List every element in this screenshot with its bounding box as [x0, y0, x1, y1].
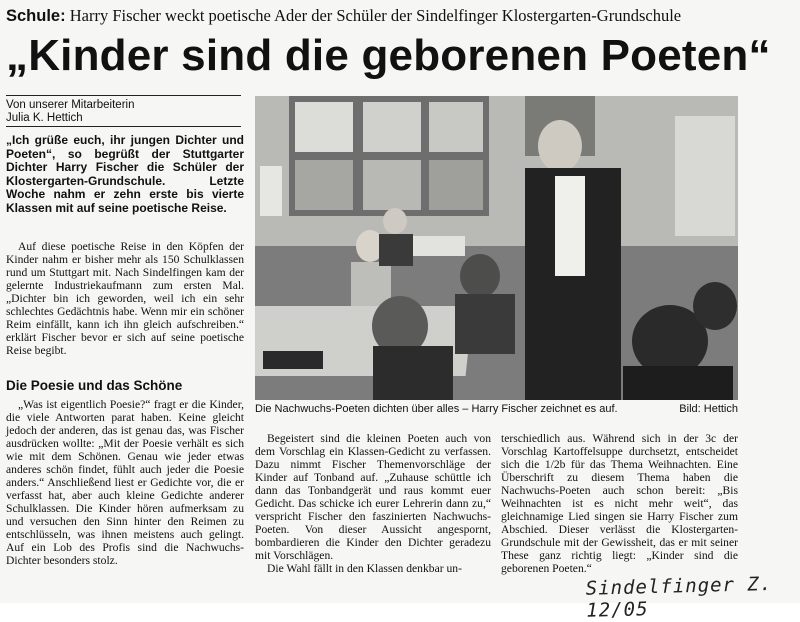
byline-rule [6, 126, 241, 127]
handwritten-source-note: Sindelfinger Z. 12/05 [585, 572, 773, 622]
byline [6, 95, 241, 125]
kicker-label: Schule: [6, 7, 66, 25]
body-paragraph: Auf diese poetische Reise in den Köpfen der Kinder nahm er bisher mehr als 150 Schulklassen rund um Stuttgart mit. Nach Sindelfingen kam der gelernte Industriekaufmann zum ersten Mal. „Dichter bin ich geworden, weil ich ein sehr schlechtes Gedächtnis habe. Wenn mir ein schöner Reim einfällt, kann ich ihn gleich aufschreiben.“ erklärt Fischer bevor er sich auf seine poetische Reise begibt. [6, 240, 244, 357]
lead-paragraph: „Ich grüße euch, ihr jungen Dichter und Poeten“, so begrüßt der Stuttgarter Dichter Harry Fischer die Schüler der Klostergarten-Grundschule. Letzte Woche nahm er zehn erste bis vierte Klassen mit auf seine poetische Reise. [6, 133, 244, 215]
byline-line-1: Von unserer Mitarbeiterin [6, 99, 135, 111]
column-1-bottom [6, 398, 244, 567]
kicker-text: Harry Fischer weckt poetische Ader der Schüler der Sindelfinger Klostergarten-Grundschule [69, 6, 682, 25]
photo-credit: Bild: Hettich [679, 403, 738, 415]
headline: „Kinder sind die geborenen Poeten“ [6, 31, 771, 80]
photo-drawing [255, 96, 738, 400]
kicker [6, 6, 796, 26]
classroom-photo [255, 96, 738, 400]
subheading: Die Poesie und das Schöne [6, 378, 183, 393]
column-2 [255, 432, 491, 575]
body-paragraph: Die Wahl fällt in den Klassen denkbar un- [267, 562, 462, 575]
byline-author: Julia K. Hettich [6, 112, 83, 124]
photo-caption [255, 403, 738, 415]
column-3 [501, 432, 738, 575]
body-paragraph: Begeistert sind die kleinen Poeten auch von dem Vorschlag ein Klassen-Gedicht zu verfassen. Dazu nimmt Fischer Themenvorschläge der Kinder auf Tonband auf. „Zuhause schüttle ich dann das Tonbandgerät und raus kommt euer Gedicht. Das schicke ich eurer Lehrerin dann zu,“ verspricht Fischer den faszinierten Nachwuchs-Poeten. Von dieser Aussicht angespornt, bombardieren die Kinder den Dichter geradezu mit Vorschlägen. [255, 432, 491, 562]
body-paragraph: „Was ist eigentlich Poesie?“ fragt er die Kinder, die viele Antworten parat haben. Keine gleicht jedoch der anderen, das ist genau das, was Fischer ausdrücken wollte: „Mit der Poesie verhält es sich wie mit dem Schönen. Genau wie jeder etwas anderes schön findet, fühlt auch jeder die Poesie anders.“ Anschließend liest er Gedichte vor, die er verfasst hat, aber auch kleine Gedichte anderer Schulklassen. Die Kinder hören aufmerksam zu und versuchen den Sinn hinter den Reimen zu entschlüsseln, was ihnen meistens auch gelingt. Auf ein Lob des Profis sind die Nachwuchs-Dichter besonders stolz. [6, 398, 244, 567]
column-1-top [6, 240, 244, 357]
caption-text: Die Nachwuchs-Poeten dichten über alles – Harry Fischer zeichnet es auf. [255, 403, 618, 415]
body-paragraph: terschiedlich aus. Während sich in der 3c der Vorschlag Kartoffelsuppe durchsetzt, entscheidet sich die 1/2b für das Thema Weihnachten. Eine Überschrift zu diesem Thema haben die Nachwuchs-Poeten auch schon bereit: „Bis Weihnachten ist es nicht mehr weit“, das gleichnamige Lied singen sie Harry Fischer zum Abschied. Dieser verlässt die Klostergarten-Grundschule mit der Gewissheit, das er mit seiner These ganz richtig liegt: „Kinder sind die geborenen Poeten.“ [501, 432, 738, 575]
